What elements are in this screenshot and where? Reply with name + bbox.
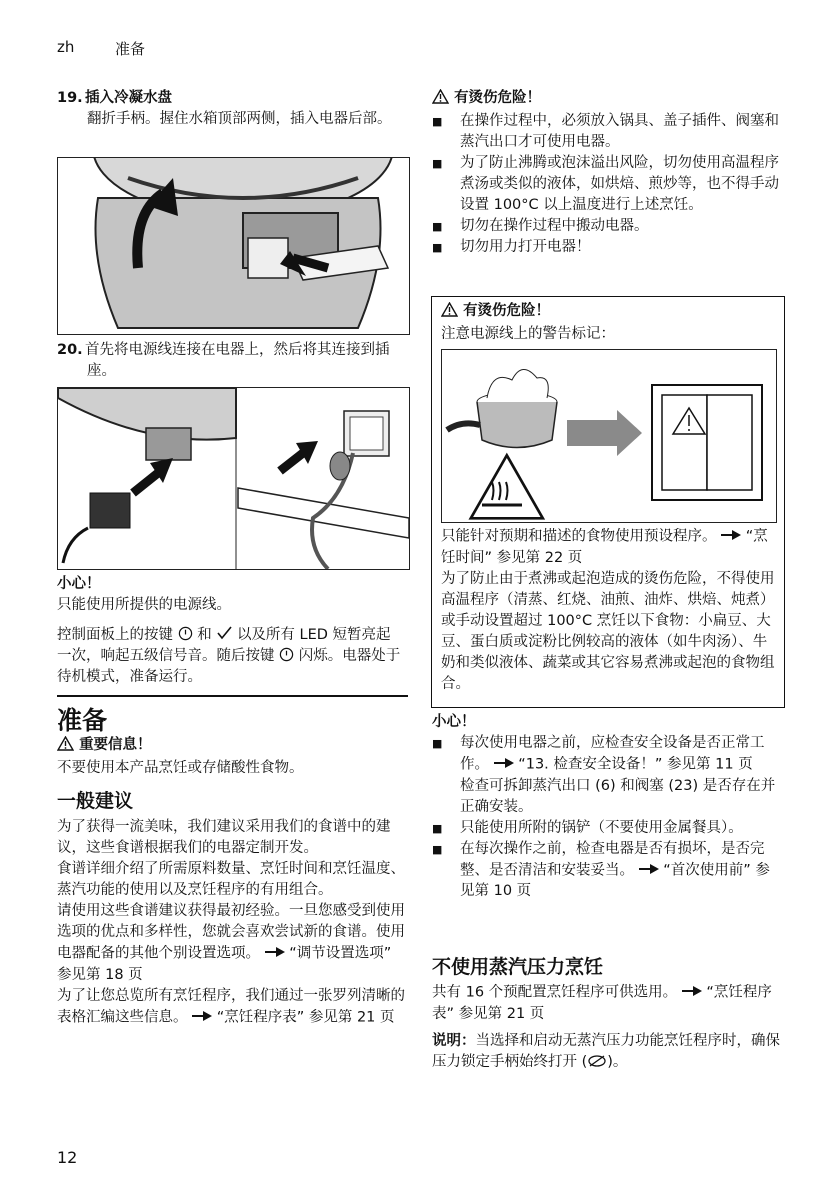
- list-item: ■ 为了防止沸腾或泡沫溢出风险，切勿使用高温程序煮汤或类似的液体，如烘焙、煎炒等，也不得手动设置 100°C 以上温度进行上述烹饪。: [432, 153, 784, 216]
- caution-left: [57, 574, 407, 616]
- warning-label-figure: [441, 349, 777, 523]
- step-text: 首先将电源线连接在电器上，然后将其连接到插座。: [85, 342, 390, 379]
- important-text: 不要使用本产品烹饪或存储酸性食物。: [57, 760, 304, 776]
- panel-text-a: 控制面板上的按键: [57, 627, 173, 643]
- caution-title: 小心！: [57, 576, 101, 592]
- condensate-tray-figure: [57, 157, 410, 335]
- power-cord-figure: [57, 387, 410, 570]
- arrow-icon: [192, 1007, 212, 1028]
- section-title-general: 一般建议: [57, 790, 134, 812]
- arrow-icon: [682, 982, 702, 1003]
- page-number: 12: [57, 1148, 78, 1167]
- step-number: 19.: [57, 90, 83, 106]
- note-label: 说明：: [432, 1032, 476, 1049]
- general-advice: [57, 817, 405, 1028]
- panel-description: [57, 625, 402, 688]
- paragraph: 为了获得一流美味，我们建议采用我们的食谱中的建议，这些食谱根据我们的电器定制开发。: [57, 819, 391, 856]
- power-icon: [279, 646, 294, 667]
- paragraph: 请使用这些食谱建议获得最初经验。一旦您感受到使用选项的优点和多样性，您就会喜欢尝试新的食谱。使用电器配备的其他个别设置选项。 “调节设置选项” 参见第 18 页: [57, 903, 405, 983]
- step-number: 20.: [57, 342, 83, 358]
- caution-title: 小心！: [432, 714, 476, 730]
- cross-reference-link[interactable]: “烹饪时间” 参见第 22 页: [441, 528, 768, 566]
- section-title-prep: 准备: [57, 706, 108, 735]
- warning-text: 只能针对预期和描述的食物使用预设程序。: [441, 528, 717, 545]
- language-code: zh: [57, 38, 75, 56]
- arrow-icon: [639, 860, 659, 881]
- caution-text: 只能使用所提供的电源线。: [57, 597, 231, 613]
- note-text: 当选择和启动无蒸汽压力功能烹饪程序时，确保压力锁定手柄始终打开 (: [432, 1032, 780, 1070]
- cross-reference-link[interactable]: “烹饪程序表” 参见第 21 页: [216, 1009, 395, 1025]
- paragraph: 食谱详细介绍了所需原料数量、烹饪时间和烹饪温度、蒸汽功能的使用以及烹饪程序的有用组合。: [57, 861, 405, 898]
- warning-title: 有烫伤危险！: [454, 90, 542, 106]
- step-title: 插入冷凝水盘: [85, 90, 172, 106]
- step-19: [57, 88, 407, 130]
- list-item: ■ 每次使用电器之前，应检查安全设备是否正常工作。 “13. 检查安全设备！” 参见第 11 页 检查可拆卸蒸汽出口 (6) 和阀塞 (23) 是否存在并正确安装。: [432, 733, 784, 818]
- caution-right: [432, 712, 784, 902]
- list-item-sub: 检查可拆卸蒸汽出口 (6) 和阀塞 (23) 是否存在并正确安装。: [460, 777, 776, 815]
- cross-reference-link[interactable]: “烹饪程序表” 参见第 21 页: [432, 984, 772, 1022]
- warning-body: [441, 526, 777, 695]
- arrow-icon: [721, 526, 741, 547]
- panel-text-c: 以及所有 LED 短暂亮起一次，响起五级信号音。随后按键: [57, 627, 391, 664]
- list-item: ■ 在每次操作之前，检查电器是否有损坏，是否完整、是否清洁和安装妥当。 “首次使用前” 参见第 10 页: [432, 839, 784, 903]
- important-title: 重要信息！: [79, 737, 152, 753]
- burn-warning-1: [432, 88, 784, 258]
- section-title-no-steam: 不使用蒸汽压力烹饪: [432, 956, 604, 978]
- section-divider: [57, 695, 408, 697]
- power-icon: [178, 625, 193, 646]
- burn-warning-box: [431, 296, 785, 708]
- list-item: ■ 切勿在操作过程中搬动电器。: [432, 216, 784, 237]
- no-steam-text: 共有 16 个预配置烹饪程序可供选用。 “烹饪程序表” 参见第 21 页 说明：当选择和启动无蒸汽压力功能烹饪程序时，确保压力锁定手柄始终打开 ( )。: [432, 982, 784, 1073]
- header-section: 准备: [115, 40, 146, 58]
- list-item: ■ 只能使用所附的锅铲（不要使用金属餐具）。: [432, 818, 784, 839]
- cross-reference-link[interactable]: “13. 检查安全设备！” 参见第 11 页: [518, 756, 753, 773]
- list-item: ■ 在操作过程中，必须放入锅具、盖子插件、阀塞和蒸汽出口才可使用电器。: [432, 111, 784, 153]
- cross-reference-link[interactable]: “调节设置选项” 参见第 18 页: [57, 945, 392, 983]
- important-info: [57, 735, 407, 779]
- panel-text-b: 和: [197, 627, 212, 643]
- step-20: [57, 340, 407, 382]
- arrow-icon: [494, 754, 514, 775]
- pressure-lock-open-icon: [587, 1052, 607, 1073]
- warning-subtitle: 注意电源线上的警告标记：: [441, 326, 615, 342]
- warning-icon: [432, 89, 449, 111]
- list-item: ■ 切勿用力打开电器！: [432, 237, 784, 258]
- cross-reference-link[interactable]: “首次使用前” 参见第 10 页: [460, 862, 770, 899]
- check-icon: [216, 625, 232, 646]
- warning-icon: [57, 736, 74, 758]
- step-text: 翻折手柄。握住水箱顶部两侧，插入电器后部。: [87, 111, 392, 127]
- panel-text-d: 闪烁。电器处于待机模式，准备运行。: [57, 648, 401, 685]
- warning-icon: [441, 302, 458, 324]
- warning-title: 有烫伤危险！: [463, 303, 551, 319]
- paragraph: 为了让您总览所有烹饪程序，我们通过一张罗列清晰的表格汇编这些信息。 “烹饪程序表” 参见第 21 页: [57, 986, 405, 1029]
- arrow-icon: [265, 943, 285, 964]
- warning-text: 为了防止由于煮沸或起泡造成的烫伤危险，不得使用高温程序（清蒸、红烧、油煎、油炸、烘焙、炖煮）或手动设置超过 100°C 烹饪以下食物：小扁豆、大豆、蛋白质或淀粉比例较高的液体（如牛肉汤）、牛奶和类似液体、蔬菜或其它容易煮沸或起泡的食物组合。: [441, 570, 775, 692]
